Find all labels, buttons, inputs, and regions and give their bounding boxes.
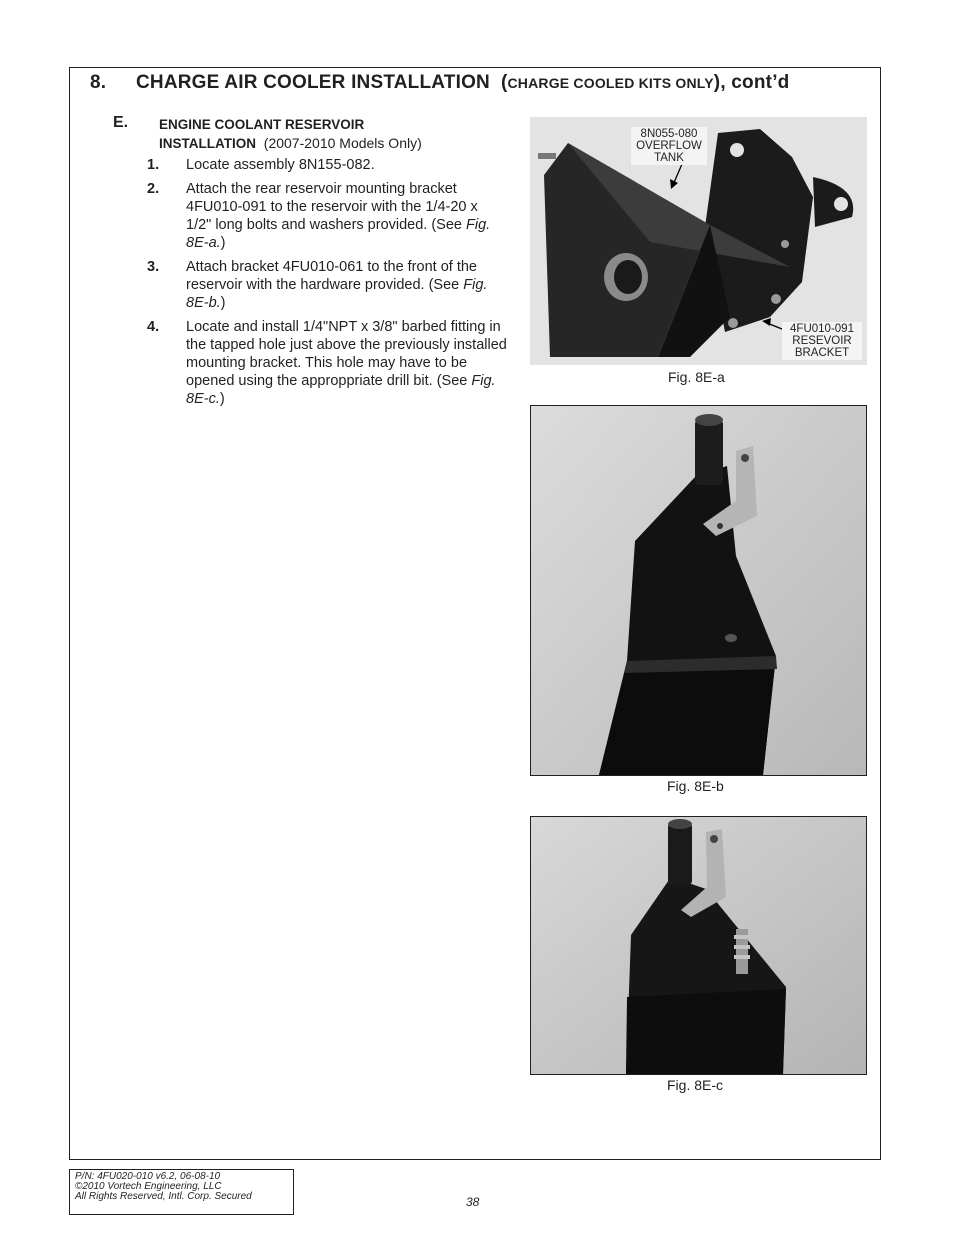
step-close: ) (220, 295, 226, 311)
footer-rights: All Rights Reserved, Intl. Corp. Secured (75, 1191, 252, 1202)
reservoir-bracket-callout (782, 322, 862, 360)
barbed-fitting-illustration (531, 817, 866, 1074)
figure-reference: Fig. 8E-c. (186, 373, 496, 407)
front-bracket-illustration (531, 406, 866, 775)
step-text (186, 258, 507, 312)
figure-reference: Fig. 8E-a. (186, 217, 491, 251)
step-body: Attach the rear reservoir mounting bracket 4FU010-091 to the reservoir with the 1/4-20 x 1/2" long bolts and washers provided. (See (186, 181, 478, 233)
subsection-title (159, 115, 422, 153)
step-list (147, 156, 507, 414)
page-number: 38 (466, 1195, 480, 1209)
heading-suffix: ), cont’d (713, 72, 790, 93)
step-text (186, 318, 507, 408)
figure-reference: Fig. 8E-b. (186, 277, 488, 311)
step-body: Locate assembly 8N155-082. (186, 157, 375, 173)
footer-copyright: ©2010 Vortech Engineering, LLC (75, 1181, 222, 1192)
callout-line: BRACKET (794, 347, 850, 359)
subsection-models: (2007-2010 Models Only) (263, 135, 422, 151)
callout-line: 8N055-080 (640, 128, 698, 140)
step-text (186, 156, 507, 174)
subsection-title-line2: INSTALLATION (159, 136, 256, 151)
list-item (147, 258, 507, 312)
figure-caption: Fig. 8E-c (667, 1077, 724, 1093)
step-close: ) (220, 235, 226, 251)
figure-caption: Fig. 8E-b (667, 778, 724, 794)
subsection-title-line1: ENGINE COOLANT RESERVOIR (159, 117, 365, 132)
heading-open-paren: ( (500, 72, 508, 93)
step-number: 1. (147, 157, 160, 173)
step-body: Attach bracket 4FU010-061 to the front of the reservoir with the hardware provided. (See (186, 259, 477, 293)
step-number: 3. (147, 259, 160, 275)
list-item (147, 180, 507, 252)
step-text (186, 180, 507, 252)
step-number: 4. (147, 319, 160, 335)
footer-part-number: P/N: 4FU020-010 v6.2, 06-08-10 (75, 1171, 221, 1182)
callout-line: TANK (654, 152, 684, 164)
callout-line: OVERFLOW (636, 140, 702, 152)
section-number: 8. (90, 72, 107, 93)
step-body: Locate and install 1/4"NPT x 3/8" barbed fitting in the tapped hole just above the previously installed mounting bracket. This hole may have to be opened using the approppriate drill bit. (See (186, 319, 507, 389)
step-close: ) (219, 391, 225, 407)
kits-note: CHARGE COOLED KITS ONLY (507, 75, 714, 91)
overflow-tank-callout (631, 127, 707, 165)
section-heading (90, 72, 789, 94)
figure-8e-b-photo (530, 405, 867, 776)
list-item (147, 318, 507, 408)
callout-line: RESEVOIR (792, 335, 852, 347)
section-title: CHARGE AIR COOLER INSTALLATION (136, 72, 490, 93)
callout-line: 4FU010-091 (790, 323, 854, 335)
footer-box (69, 1169, 294, 1215)
step-number: 2. (147, 181, 160, 197)
figure-caption: Fig. 8E-a (668, 369, 725, 385)
list-item (147, 156, 507, 174)
figure-8e-c-photo (530, 816, 867, 1075)
subsection-letter: E. (113, 114, 129, 131)
